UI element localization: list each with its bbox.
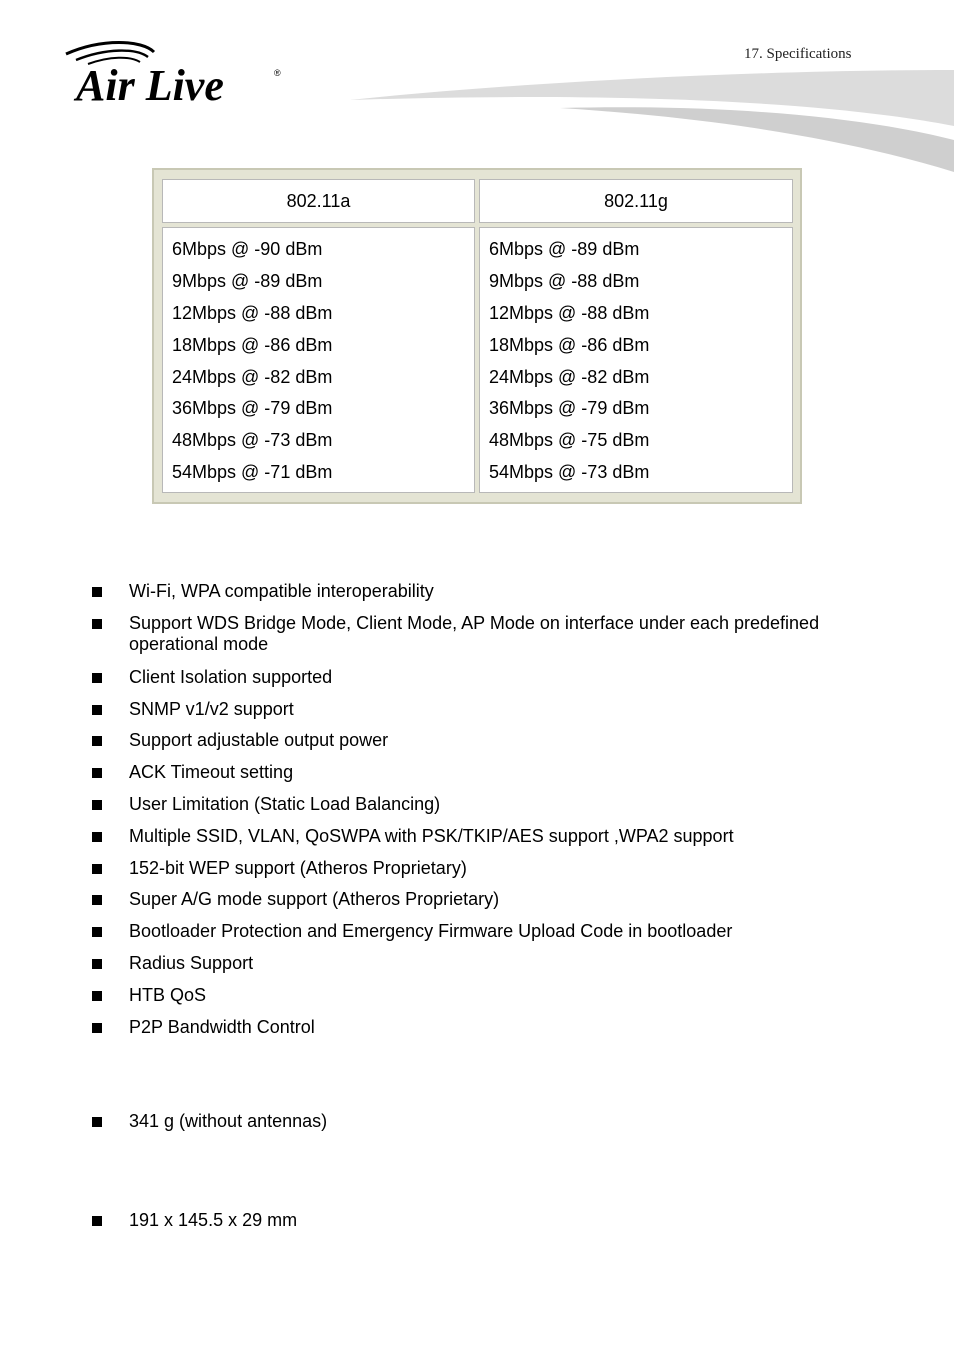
bullet-square-icon (92, 1117, 102, 1127)
feature-list (90, 581, 869, 1048)
list-item: 191 x 145.5 x 29 mm (90, 1210, 869, 1231)
list-item: 341 g (without antennas) (90, 1111, 869, 1132)
rate-row: 48Mbps @ -73 dBm (172, 430, 333, 451)
bullet-square-icon (92, 768, 102, 778)
section-title: 17. Specifications (744, 46, 852, 62)
svg-text:®: ® (274, 68, 281, 78)
bullet-square-icon (92, 864, 102, 874)
rate-row: 9Mbps @ -89 dBm (172, 270, 323, 291)
column-80211a-values (162, 227, 475, 493)
bullet-square-icon (92, 705, 102, 715)
list-item: Client Isolation supported (90, 667, 869, 699)
rate-row: 24Mbps @ -82 dBm (172, 366, 333, 387)
column-header-80211g: 802.11g (479, 179, 793, 223)
rate-row: 12Mbps @ -88 dBm (489, 302, 650, 323)
rate-row: 6Mbps @ -89 dBm (489, 239, 640, 259)
bullet-square-icon (92, 736, 102, 746)
list-item: User Limitation (Static Load Balancing) (90, 794, 869, 826)
list-item: Radius Support (90, 953, 869, 985)
sensitivity-table (152, 168, 802, 504)
bullet-square-icon (92, 895, 102, 905)
column-header-80211a: 802.11a (162, 179, 475, 223)
rate-row: 36Mbps @ -79 dBm (172, 398, 333, 419)
bullet-square-icon (92, 800, 102, 810)
bullet-square-icon (92, 927, 102, 937)
weight-list (90, 1111, 869, 1132)
bullet-square-icon (92, 673, 102, 683)
list-item: 152-bit WEP support (Atheros Proprietary) (90, 858, 869, 890)
bullet-square-icon (92, 959, 102, 969)
rate-row: 18Mbps @ -86 dBm (172, 334, 333, 355)
svg-text:Air Live: Air Live (76, 61, 224, 110)
list-item: P2P Bandwidth Control (90, 1017, 869, 1049)
list-item: ACK Timeout setting (90, 762, 869, 794)
rate-row: 54Mbps @ -71 dBm (172, 462, 333, 483)
rate-row: 12Mbps @ -88 dBm (172, 302, 333, 323)
dimensions-list (90, 1210, 869, 1231)
list-item: Super A/G mode support (Atheros Proprietary) (90, 889, 869, 921)
bullet-square-icon (92, 587, 102, 597)
list-item: Support adjustable output power (90, 730, 869, 762)
list-item: HTB QoS (90, 985, 869, 1017)
rate-row: 54Mbps @ -73 dBm (489, 462, 650, 483)
rate-row: 24Mbps @ -82 dBm (489, 366, 650, 387)
column-80211g-values (479, 227, 793, 493)
airlive-logo (62, 40, 292, 110)
list-item: Multiple SSID, VLAN, QoSWPA with PSK/TKIP/AES support ,WPA2 support (90, 826, 869, 858)
list-item: Wi-Fi, WPA compatible interoperability (90, 581, 869, 613)
rate-row: 36Mbps @ -79 dBm (489, 398, 650, 419)
list-item: Bootloader Protection and Emergency Firmware Upload Code in bootloader (90, 921, 869, 953)
rate-row: 18Mbps @ -86 dBm (489, 334, 650, 355)
rate-row: 48Mbps @ -75 dBm (489, 430, 650, 451)
bullet-square-icon (92, 991, 102, 1001)
bullet-square-icon (92, 1216, 102, 1226)
bullet-square-icon (92, 1023, 102, 1033)
list-item: Support WDS Bridge Mode, Client Mode, AP Mode on interface under each predefined operational mode (90, 613, 869, 667)
bullet-square-icon (92, 619, 102, 629)
rate-row: 6Mbps @ -90 dBm (172, 239, 323, 259)
list-item: SNMP v1/v2 support (90, 699, 869, 731)
rate-row: 9Mbps @ -88 dBm (489, 270, 640, 291)
bullet-square-icon (92, 832, 102, 842)
